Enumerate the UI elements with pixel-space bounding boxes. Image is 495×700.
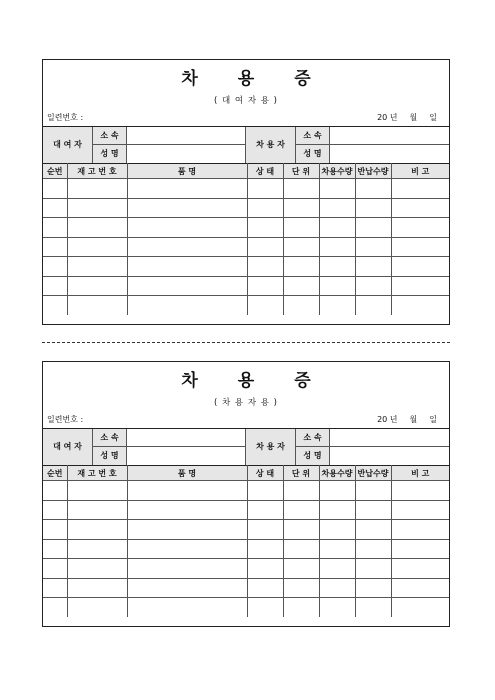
lender-affiliation-label: 소 속 [93,429,127,447]
col-header-return-qty: 반납수량 [355,466,391,481]
col-header-return-qty: 반납수량 [355,164,391,179]
table-row[interactable] [43,218,449,238]
date-field[interactable] [365,414,437,425]
lender-name-field[interactable] [127,145,246,163]
date-year: 20 년 [377,415,398,424]
borrower-label: 차 용 자 [246,127,296,163]
loan-receipt-lender-copy [42,59,450,325]
lender-label: 대 여 자 [43,127,93,163]
col-header-stock-no: 재 고 번 호 [67,466,127,481]
cut-line [42,342,450,343]
table-row[interactable] [43,237,449,257]
table-row[interactable] [43,296,449,316]
table-row[interactable] [43,276,449,296]
col-header-condition: 상 태 [247,466,283,481]
lender-affiliation-label: 소 속 [93,127,127,145]
table-row[interactable] [43,481,449,501]
title-char: 차 [181,69,198,89]
table-row[interactable] [43,598,449,618]
col-header-unit: 단 위 [283,164,319,179]
col-header-seq: 순번 [43,466,67,481]
borrower-affiliation-label: 소 속 [296,127,330,145]
title-char: 차 [181,371,198,391]
table-row[interactable] [43,257,449,277]
form-title [43,370,449,392]
items-table [43,465,449,617]
lender-name-label: 성 명 [93,447,127,465]
col-header-remarks: 비 고 [391,164,449,179]
date-month: 월 [409,415,418,424]
borrower-name-label: 성 명 [296,447,330,465]
borrower-affiliation-field[interactable] [330,127,449,145]
date-field[interactable] [365,112,437,123]
col-header-borrow-qty: 차용수량 [319,164,355,179]
date-month: 월 [409,113,418,122]
table-row[interactable] [43,578,449,598]
col-header-item-name: 품 명 [127,466,247,481]
col-header-condition: 상 태 [247,164,283,179]
date-year: 20 년 [377,113,398,122]
col-header-seq: 순번 [43,164,67,179]
serial-number-label: 일련번호 : [47,113,84,122]
copy-subtitle: ( 차 용 자 용 ) [214,398,278,408]
party-info-section [43,428,449,465]
serial-number-label: 일련번호 : [47,415,84,424]
lender-name-label: 성 명 [93,145,127,163]
table-row[interactable] [43,520,449,540]
borrower-affiliation-field[interactable] [330,429,449,447]
table-row[interactable] [43,179,449,199]
table-header-row [43,164,449,179]
table-row[interactable] [43,539,449,559]
borrower-name-field[interactable] [330,145,449,163]
borrower-name-field[interactable] [330,447,449,465]
lender-affiliation-field[interactable] [127,127,246,145]
lender-label: 대 여 자 [43,429,93,465]
form-title [43,68,449,90]
title-char: 증 [294,69,311,89]
col-header-remarks: 비 고 [391,466,449,481]
title-char: 용 [237,69,255,89]
borrower-label: 차 용 자 [246,429,296,465]
title-char: 용 [237,371,255,391]
col-header-borrow-qty: 차용수량 [319,466,355,481]
table-row[interactable] [43,198,449,218]
loan-receipt-borrower-copy [42,361,450,627]
table-row[interactable] [43,559,449,579]
col-header-unit: 단 위 [283,466,319,481]
borrower-name-label: 성 명 [296,145,330,163]
col-header-item-name: 품 명 [127,164,247,179]
lender-name-field[interactable] [127,447,246,465]
party-info-section [43,126,449,163]
table-header-row [43,466,449,481]
col-header-stock-no: 재 고 번 호 [67,164,127,179]
date-day: 일 [429,113,437,122]
date-day: 일 [429,415,437,424]
title-char: 증 [294,371,311,391]
borrower-affiliation-label: 소 속 [296,429,330,447]
items-table [43,163,449,315]
lender-affiliation-field[interactable] [127,429,246,447]
table-row[interactable] [43,500,449,520]
copy-subtitle: ( 대 여 자 용 ) [214,96,278,106]
